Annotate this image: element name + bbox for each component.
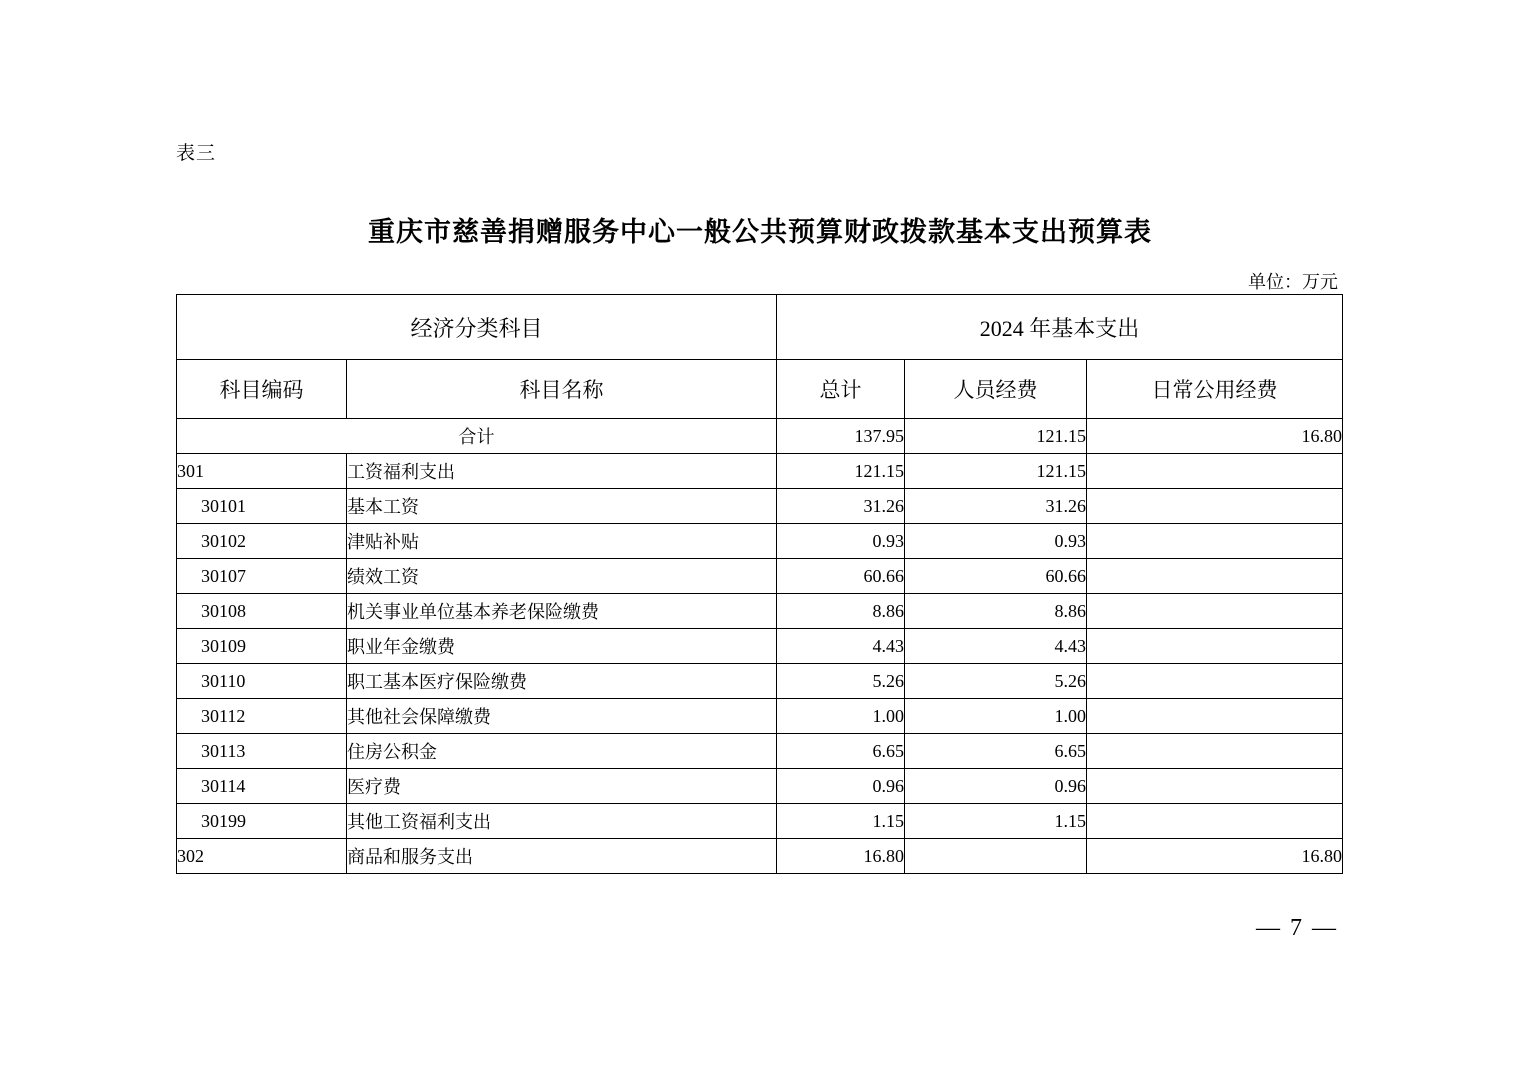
- header-basic-expenditure-2024: 2024 年基本支出: [777, 295, 1343, 360]
- cell-code: 30107: [177, 559, 347, 594]
- table-row: [177, 559, 1343, 594]
- cell-personnel: 31.26: [905, 489, 1087, 524]
- cell-public: 16.80: [1087, 839, 1343, 874]
- cell-name: 医疗费: [347, 769, 777, 804]
- cell-personnel: 1.00: [905, 699, 1087, 734]
- cell-name: 津贴补贴: [347, 524, 777, 559]
- cell-total: 1.00: [777, 699, 905, 734]
- cell-public: [1087, 594, 1343, 629]
- cell-personnel: 60.66: [905, 559, 1087, 594]
- cell-public: [1087, 734, 1343, 769]
- cell-code: 30199: [177, 804, 347, 839]
- cell-personnel: 0.93: [905, 524, 1087, 559]
- table-header-row: [177, 360, 1343, 419]
- cell-public: [1087, 664, 1343, 699]
- cell-total: 31.26: [777, 489, 905, 524]
- budget-table: [176, 294, 1343, 874]
- cell-code: 301: [177, 454, 347, 489]
- cell-total: 4.43: [777, 629, 905, 664]
- cell-code: 302: [177, 839, 347, 874]
- cell-code: 30101: [177, 489, 347, 524]
- cell-code: 30108: [177, 594, 347, 629]
- cell-personnel: 0.96: [905, 769, 1087, 804]
- cell-public: [1087, 454, 1343, 489]
- table-label: 表三: [176, 143, 217, 164]
- cell-total: 121.15: [777, 454, 905, 489]
- cell-code: 30110: [177, 664, 347, 699]
- column-header-personnel: 人员经费: [905, 360, 1087, 419]
- table-row: [177, 839, 1343, 874]
- cell-public: [1087, 489, 1343, 524]
- cell-personnel: 121.15: [905, 454, 1087, 489]
- cell-total: 0.93: [777, 524, 905, 559]
- cell-total: 6.65: [777, 734, 905, 769]
- cell-name: 基本工资: [347, 489, 777, 524]
- cell-public: [1087, 804, 1343, 839]
- cell-name: 绩效工资: [347, 559, 777, 594]
- table-row: [177, 664, 1343, 699]
- table-row: [177, 734, 1343, 769]
- cell-name: 其他工资福利支出: [347, 804, 777, 839]
- header-economic-category: 经济分类科目: [177, 295, 777, 360]
- page-number: — 7 —: [1256, 915, 1338, 941]
- column-header-total: 总计: [777, 360, 905, 419]
- total-value-public: 16.80: [1087, 419, 1343, 454]
- cell-public: [1087, 629, 1343, 664]
- table-row: [177, 489, 1343, 524]
- table-row: [177, 594, 1343, 629]
- column-header-name: 科目名称: [347, 360, 777, 419]
- cell-code: 30113: [177, 734, 347, 769]
- cell-name: 职业年金缴费: [347, 629, 777, 664]
- table-row: [177, 454, 1343, 489]
- cell-personnel: 1.15: [905, 804, 1087, 839]
- cell-code: 30114: [177, 769, 347, 804]
- table-row: [177, 629, 1343, 664]
- table-row-total: [177, 419, 1343, 454]
- cell-public: [1087, 699, 1343, 734]
- column-header-public: 日常公用经费: [1087, 360, 1343, 419]
- cell-total: 1.15: [777, 804, 905, 839]
- cell-name: 机关事业单位基本养老保险缴费: [347, 594, 777, 629]
- cell-personnel: 6.65: [905, 734, 1087, 769]
- total-value-total: 137.95: [777, 419, 905, 454]
- cell-public: [1087, 559, 1343, 594]
- cell-personnel: [905, 839, 1087, 874]
- cell-public: [1087, 769, 1343, 804]
- total-value-personnel: 121.15: [905, 419, 1087, 454]
- cell-personnel: 5.26: [905, 664, 1087, 699]
- table-row: [177, 804, 1343, 839]
- cell-name: 住房公积金: [347, 734, 777, 769]
- cell-code: 30109: [177, 629, 347, 664]
- table-row: [177, 699, 1343, 734]
- cell-total: 16.80: [777, 839, 905, 874]
- cell-total: 8.86: [777, 594, 905, 629]
- cell-code: 30112: [177, 699, 347, 734]
- cell-name: 职工基本医疗保险缴费: [347, 664, 777, 699]
- cell-name: 其他社会保障缴费: [347, 699, 777, 734]
- table-row: [177, 524, 1343, 559]
- table-row: [177, 769, 1343, 804]
- unit-note: 单位：万元: [1248, 272, 1338, 292]
- page-title: 重庆市慈善捐赠服务中心一般公共预算财政拨款基本支出预算表: [368, 217, 1152, 247]
- cell-name: 商品和服务支出: [347, 839, 777, 874]
- cell-total: 0.96: [777, 769, 905, 804]
- cell-code: 30102: [177, 524, 347, 559]
- cell-name: 工资福利支出: [347, 454, 777, 489]
- table-header-group-row: [177, 295, 1343, 360]
- column-header-code: 科目编码: [177, 360, 347, 419]
- total-label: 合计: [177, 419, 777, 454]
- cell-public: [1087, 524, 1343, 559]
- cell-personnel: 4.43: [905, 629, 1087, 664]
- cell-total: 5.26: [777, 664, 905, 699]
- cell-total: 60.66: [777, 559, 905, 594]
- cell-personnel: 8.86: [905, 594, 1087, 629]
